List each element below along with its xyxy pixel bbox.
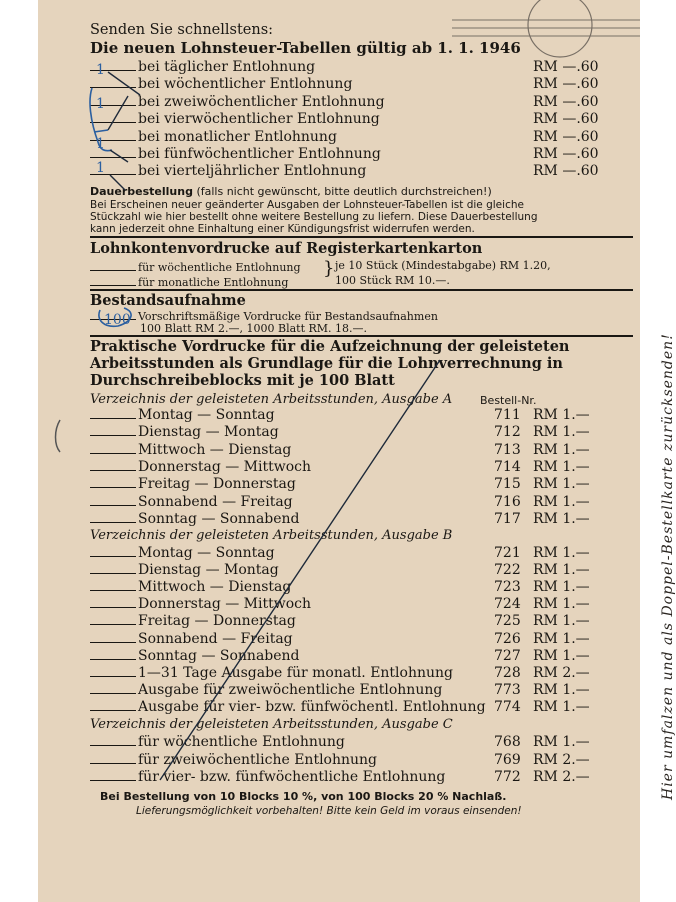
dauer-heading-label: Dauerbestellung <box>90 185 193 198</box>
order-row[interactable] <box>90 442 291 458</box>
lohnkonten-terms-1: je 10 Stück (Mindestabgabe) RM 1.20, <box>335 259 551 272</box>
order-row-number: 723 <box>494 579 521 596</box>
order-row-number: 712 <box>494 424 521 441</box>
order-row[interactable] <box>90 665 453 681</box>
order-form-card <box>38 0 676 902</box>
quantity-blank[interactable] <box>90 596 136 608</box>
order-row-price: RM 2.— <box>533 664 590 681</box>
order-row-label: Montag — Sonntag <box>138 407 275 423</box>
order-row-label: Ausgabe für zweiwöchentliche Entlohnung <box>138 681 443 698</box>
bestand-line-1[interactable] <box>90 308 438 323</box>
order-row[interactable] <box>90 129 337 145</box>
quantity-blank[interactable] <box>90 613 136 625</box>
quantity-blank[interactable] <box>90 494 136 506</box>
quantity-blank[interactable] <box>90 476 136 488</box>
order-row-price: RM 1.— <box>533 407 590 423</box>
bestand-qty-mark: 100 <box>104 312 131 328</box>
quantity-blank[interactable] <box>90 146 136 158</box>
order-row-label: für wöchentliche Entlohnung <box>138 734 345 750</box>
order-row-number: 715 <box>494 476 521 493</box>
order-row-label: bei monatlicher Entlohnung <box>138 128 337 145</box>
order-row-number: 711 <box>494 407 521 423</box>
order-row-label: Donnerstag — Mittwoch <box>138 596 312 613</box>
order-row-label: Dienstag — Montag <box>138 562 279 579</box>
order-row-price: RM 1.— <box>533 441 590 458</box>
order-row-number: 727 <box>494 647 521 664</box>
bestand-line-2: 100 Blatt RM 2.—, 1000 Blatt RM. 18.—. <box>140 322 368 335</box>
order-row[interactable] <box>90 476 296 492</box>
order-row-label: Freitag — Donnerstag <box>138 613 296 630</box>
order-row-price: RM 1.— <box>533 424 590 441</box>
order-row[interactable] <box>90 631 293 647</box>
order-row-number: 768 <box>494 734 521 750</box>
quantity-blank[interactable] <box>90 111 136 123</box>
order-row-price: RM —.60 <box>533 163 599 180</box>
dauer-line-1: Bei Erscheinen neuer geänderter Ausgaben der Lohnsteuer-Tabellen ist die gleiche <box>90 199 524 211</box>
order-row[interactable] <box>90 596 311 612</box>
bestand-heading: Bestandsaufnahme <box>90 292 246 309</box>
order-row-label: 1—31 Tage Ausgabe für monatl. Entlohnung <box>138 664 453 681</box>
order-row-number: 725 <box>494 613 521 630</box>
order-row-label: Freitag — Donnerstag <box>138 476 296 493</box>
order-row-label: Mittwoch — Dienstag <box>138 441 292 458</box>
order-row[interactable] <box>90 769 445 785</box>
quantity-blank[interactable] <box>90 442 136 454</box>
order-row-label: Sonntag — Sonnabend <box>138 647 300 664</box>
praktisch-heading-1: Praktische Vordrucke für die Aufzeichnung der geleisteten <box>90 338 570 355</box>
lohnkonten-heading: Lohnkontenvordrucke auf Registerkartenkarton <box>90 240 483 257</box>
quantity-blank[interactable] <box>90 752 136 764</box>
order-row-number: 774 <box>494 698 521 715</box>
quantity-blank[interactable] <box>90 648 136 660</box>
order-row-number: 769 <box>494 751 521 768</box>
quantity-blank[interactable] <box>90 734 136 746</box>
quantity-blank[interactable] <box>90 94 136 106</box>
order-row[interactable] <box>90 579 291 595</box>
order-row[interactable] <box>90 648 300 664</box>
ausgabe-c-heading: Verzeichnis der geleisteten Arbeitsstunden, Ausgabe C <box>90 717 453 732</box>
praktisch-heading-3: Durchschreibeblocks mit je 100 Blatt <box>90 372 395 389</box>
order-row[interactable] <box>90 613 296 629</box>
order-row-price: RM 1.— <box>533 734 590 750</box>
quantity-blank[interactable] <box>90 76 136 88</box>
order-row[interactable] <box>90 424 279 440</box>
divider-1 <box>90 236 633 238</box>
order-row[interactable] <box>90 511 300 527</box>
order-row-label: bei fünfwöchentlicher Entlohnung <box>138 146 381 162</box>
order-row-price: RM 1.— <box>533 493 590 510</box>
order-row-price: RM 1.— <box>533 698 590 715</box>
order-row-number: 728 <box>494 664 521 681</box>
order-row-label: für vier- bzw. fünfwöchentliche Entlohnung <box>138 769 446 785</box>
order-row-number: 722 <box>494 562 521 579</box>
order-row-label: Sonnabend — Freitag <box>138 493 293 510</box>
order-row-number: 714 <box>494 458 521 475</box>
order-row[interactable] <box>90 682 442 698</box>
order-row-price: RM 1.— <box>533 596 590 613</box>
order-row-price: RM —.60 <box>533 76 599 93</box>
order-row-price: RM 1.— <box>533 458 590 475</box>
dauer-line-2: Stückzahl wie hier bestellt ohne weitere Bestellung zu liefern. Diese Dauerbestellung <box>90 211 538 223</box>
divider-2 <box>90 289 633 291</box>
order-row-number: 773 <box>494 681 521 698</box>
qty-mark-4: 1 <box>96 160 105 176</box>
order-row[interactable] <box>90 111 380 127</box>
quantity-blank[interactable] <box>90 163 136 175</box>
order-row-number: 716 <box>494 493 521 510</box>
quantity-blank[interactable] <box>90 769 136 781</box>
order-row-price: RM —.60 <box>533 146 599 162</box>
order-row-label: Donnerstag — Mittwoch <box>138 458 312 475</box>
order-row-price: RM —.60 <box>533 93 599 110</box>
lohnkonten-row-1[interactable] <box>90 259 301 274</box>
lohnsteuer-title: Die neuen Lohnsteuer-Tabellen gültig ab 1. 1. 1946 <box>90 39 521 57</box>
order-row-label: bei vierteljährlicher Entlohnung <box>138 163 367 180</box>
order-row-number: 713 <box>494 441 521 458</box>
quantity-blank[interactable] <box>90 579 136 591</box>
order-row-price: RM 1.— <box>533 476 590 493</box>
order-row-price: RM —.60 <box>533 59 599 75</box>
order-row-price: RM 1.— <box>533 681 590 698</box>
order-row-price: RM 1.— <box>533 579 590 596</box>
order-row-label: bei vierwöchentlicher Entlohnung <box>138 111 380 128</box>
order-row-number: 721 <box>494 545 521 561</box>
order-row-price: RM 1.— <box>533 630 590 647</box>
order-row[interactable] <box>90 734 345 750</box>
order-row-label: Mittwoch — Dienstag <box>138 579 292 596</box>
bestell-nr-label: Bestell-Nr. <box>480 394 537 407</box>
quantity-blank[interactable] <box>90 59 136 71</box>
lohnkonten-row-1-label: für wöchentliche Entlohnung <box>138 261 301 274</box>
order-row[interactable] <box>90 459 311 475</box>
order-row-label: bei wöchentlicher Entlohnung <box>138 76 353 93</box>
dauer-heading <box>90 185 492 198</box>
divider-3 <box>90 335 633 337</box>
order-row[interactable] <box>90 146 381 162</box>
quantity-blank[interactable] <box>90 699 136 711</box>
order-row[interactable] <box>90 699 486 715</box>
order-row-price: RM 1.— <box>533 510 590 527</box>
qty-mark-2: 1 <box>96 96 105 112</box>
order-row[interactable] <box>90 76 352 92</box>
order-row-label: Dienstag — Montag <box>138 424 279 441</box>
dauer-line-3: kann jederzeit ohne Einhaltung einer Kündigungsfrist widerrufen werden. <box>90 223 475 235</box>
order-row-number: 772 <box>494 769 521 785</box>
quantity-blank[interactable] <box>90 562 136 574</box>
order-row-price: RM 1.— <box>533 545 590 561</box>
quantity-blank[interactable] <box>90 511 136 523</box>
order-row[interactable] <box>90 562 279 578</box>
quantity-blank[interactable] <box>90 308 136 320</box>
quantity-blank[interactable] <box>90 129 136 141</box>
quantity-blank[interactable] <box>90 274 136 286</box>
ausgabe-a-heading: Verzeichnis der geleisteten Arbeitsstunden, Ausgabe A <box>90 392 453 407</box>
order-row-label: Sonntag — Sonnabend <box>138 510 300 527</box>
order-row-label: Ausgabe für vier- bzw. fünfwöchentl. Entlohnung <box>138 698 486 715</box>
lohnkonten-row-2[interactable] <box>90 274 288 289</box>
order-row-price: RM 1.— <box>533 613 590 630</box>
order-row[interactable] <box>90 94 385 110</box>
qty-mark-1: 1 <box>96 62 105 78</box>
qty-mark-3: 1 <box>96 136 105 152</box>
discount-note: Bei Bestellung von 10 Blocks 10 %, von 100 Blocks 20 % Nachlaß. <box>100 790 507 803</box>
order-row-price: RM 1.— <box>533 647 590 664</box>
order-row-price: RM 2.— <box>533 769 590 785</box>
order-row[interactable] <box>90 545 275 561</box>
lohnkonten-row-2-label: für monatliche Entlohnung <box>138 276 289 289</box>
order-row[interactable] <box>90 163 366 179</box>
quantity-blank[interactable] <box>90 407 136 419</box>
order-row-price: RM —.60 <box>533 111 599 128</box>
bestand-line-1-text: Vorschriftsmäßige Vordrucke für Bestandsaufnahmen <box>138 310 438 323</box>
order-row-number: 726 <box>494 630 521 647</box>
brace-icon: } <box>323 258 335 279</box>
order-row-price: RM —.60 <box>533 128 599 145</box>
quantity-blank[interactable] <box>90 665 136 677</box>
fold-instruction-text: Hier umfalzen und als Doppel-Bestellkarte zurücksenden! <box>660 333 676 800</box>
footer-note: Lieferungsmöglichkeit vorbehalten! Bitte kein Geld im voraus einsenden! <box>136 805 522 817</box>
order-row-price: RM 2.— <box>533 751 590 768</box>
ausgabe-b-heading: Verzeichnis der geleisteten Arbeitsstunden, Ausgabe B <box>90 528 453 543</box>
order-row-price: RM 1.— <box>533 562 590 579</box>
quantity-blank[interactable] <box>90 631 136 643</box>
order-row[interactable] <box>90 494 293 510</box>
order-row-label: Montag — Sonntag <box>138 545 275 561</box>
order-row-number: 724 <box>494 596 521 613</box>
quantity-blank[interactable] <box>90 259 136 271</box>
quantity-blank[interactable] <box>90 682 136 694</box>
intro-text: Senden Sie schnellstens: <box>90 22 274 38</box>
order-row-label: für zweiwöchentliche Entlohnung <box>138 751 378 768</box>
order-row[interactable] <box>90 59 315 75</box>
order-row-label: bei täglicher Entlohnung <box>138 59 316 75</box>
order-row-label: bei zweiwöchentlicher Entlohnung <box>138 93 385 110</box>
fold-instruction <box>642 40 676 800</box>
praktisch-heading-2: Arbeitsstunden als Grundlage für die Lohnverrechnung in <box>90 355 563 372</box>
quantity-blank[interactable] <box>90 424 136 436</box>
lohnkonten-terms-2: 100 Stück RM 10.—. <box>335 274 450 287</box>
dauer-heading-note: (falls nicht gewünscht, bitte deutlich durchstreichen!) <box>192 185 492 198</box>
order-row-label: Sonnabend — Freitag <box>138 630 293 647</box>
quantity-blank[interactable] <box>90 459 136 471</box>
order-row-number: 717 <box>494 510 521 527</box>
order-row[interactable] <box>90 407 275 423</box>
order-row[interactable] <box>90 752 377 768</box>
quantity-blank[interactable] <box>90 545 136 557</box>
